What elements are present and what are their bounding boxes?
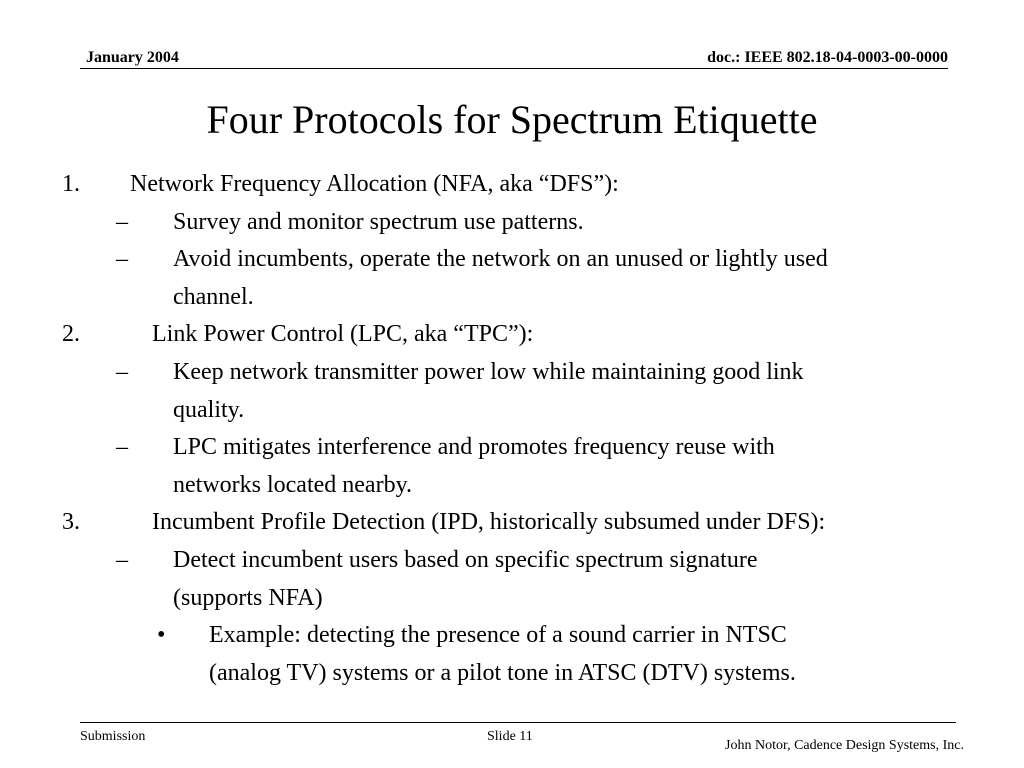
footer-slide-number: Slide 11 (487, 729, 533, 744)
item-text: Survey and monitor spectrum use patterns. (173, 208, 584, 235)
round-bullet: • (157, 622, 166, 649)
list-item-level2 (0, 241, 1024, 279)
item-text: Network Frequency Allocation (NFA, aka “DFS”): (130, 171, 619, 197)
list-item-continuation (0, 392, 1024, 430)
list-item-level2 (0, 542, 1024, 580)
list-item-level2 (0, 204, 1024, 242)
item-text: Detect incumbent users based on specific spectrum signature (173, 546, 758, 573)
list-item-level1 (0, 166, 1024, 204)
dash-bullet: – (116, 546, 128, 573)
list-item-level2 (0, 354, 1024, 392)
dash-bullet: – (116, 208, 128, 235)
item-number: 3. (62, 509, 80, 536)
footer-author: John Notor, Cadence Design Systems, Inc. (725, 738, 964, 753)
list-item-continuation (0, 279, 1024, 317)
header-date: January 2004 (86, 49, 179, 66)
item-text: (supports NFA) (173, 584, 323, 611)
item-text: (analog TV) systems or a pilot tone in ATSC (DTV) systems. (209, 659, 796, 686)
item-number: 2. (62, 321, 80, 348)
list-item-level3 (0, 617, 1024, 655)
dash-bullet: – (116, 434, 128, 461)
footer-submission: Submission (80, 729, 146, 744)
list-item-continuation (0, 580, 1024, 618)
list-item-level1 (0, 504, 1024, 542)
slide-title: Four Protocols for Spectrum Etiquette (206, 97, 818, 142)
item-text: Avoid incumbents, operate the network on an unused or lightly used (173, 246, 828, 273)
item-text: quality. (173, 396, 245, 423)
item-text: Incumbent Profile Detection (IPD, historically subsumed under DFS): (152, 509, 826, 536)
item-text: Keep network transmitter power low while maintaining good link (173, 358, 804, 385)
header-doc-id: doc.: IEEE 802.18-04-0003-00-0000 (707, 49, 948, 66)
list-item-level1 (0, 316, 1024, 354)
item-text: networks located nearby. (173, 471, 413, 498)
dash-bullet: – (116, 246, 128, 273)
footer-rule (80, 722, 956, 723)
item-text: Example: detecting the presence of a sound carrier in NTSC (209, 622, 787, 649)
item-number: 1. (62, 171, 80, 197)
slide-content (0, 166, 1024, 692)
item-text: LPC mitigates interference and promotes frequency reuse with (173, 434, 775, 461)
dash-bullet: – (116, 358, 128, 385)
list-item-continuation (0, 467, 1024, 505)
list-item-level2 (0, 429, 1024, 467)
list-item-continuation (0, 655, 1024, 693)
item-text: Link Power Control (LPC, aka “TPC”): (152, 321, 534, 348)
header-rule (80, 68, 948, 69)
item-text: channel. (173, 283, 254, 310)
